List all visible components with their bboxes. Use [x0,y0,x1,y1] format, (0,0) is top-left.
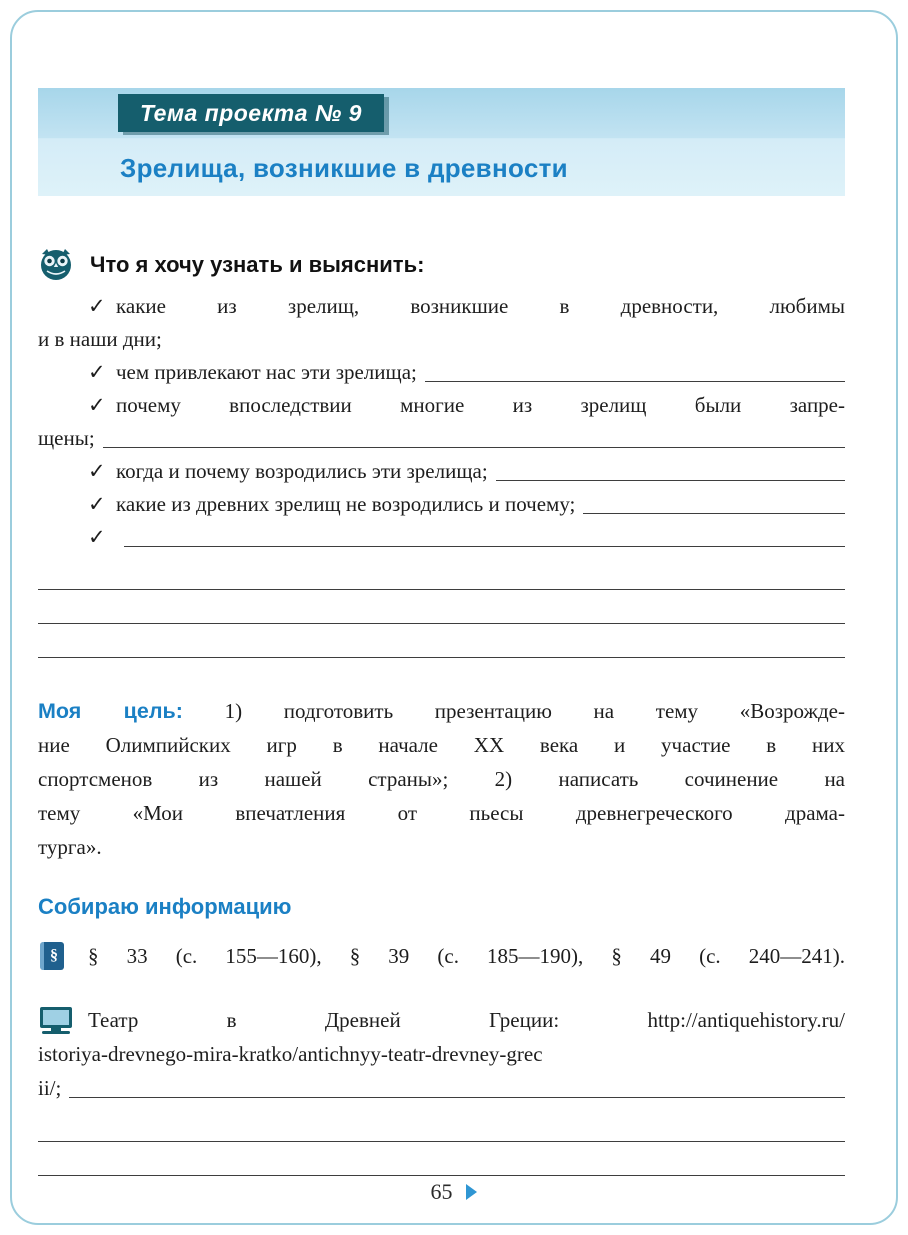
blank-rule [38,1108,845,1142]
blank-rule [38,1142,845,1176]
project-label: Тема проекта № 9 [140,100,362,126]
header-band [38,88,845,196]
blank-rule [38,590,845,624]
list-item: ✓ какие из зрелищ, возникшие в древности, любимы и в наши дни; [38,290,845,356]
next-page-arrow-icon [465,1183,478,1201]
paragraph-book-icon: § [40,942,64,970]
fill-line [95,422,845,455]
fill-line [488,455,845,488]
list-item: ✓ когда и почему возродились эти зрелища; [38,455,845,488]
fill-line [575,488,845,521]
list-item: ✓ какие из древних зрелищ не возродились и почему; [38,488,845,521]
blank-rule [38,556,845,590]
list-item: ✓ почему впоследствии многие из зрелищ были запре- щены; [38,389,845,455]
fill-line [417,356,845,389]
checkmark-icon: ✓ [88,459,106,483]
checkmark-icon: ✓ [88,393,106,417]
page-title: Зрелища, возникшие в древности [120,153,568,183]
goal-label: Моя цель: [38,699,183,723]
collect-heading: Собираю информацию [38,894,292,919]
paragraph-refs: § 33 (с. 155—160), § 39 (с. 185—190), § 49 (с. 240—241). [88,944,845,968]
checkmark-icon: ✓ [88,360,106,384]
blank-rule [38,624,845,658]
computer-icon [38,1006,74,1036]
list-item: ✓ чем привлекают нас эти зрелища; [38,356,845,389]
want-heading-row [38,248,845,282]
fill-line [61,1071,845,1105]
page-footer [0,1179,908,1205]
checkmark-icon: ✓ [88,294,106,318]
owl-icon [38,248,74,282]
blank-rules-block [38,1108,845,1176]
list-item [38,521,845,554]
project-label-box [118,94,384,132]
page-number: 65 [430,1179,453,1204]
want-heading: Что я хочу узнать и выяснить: [90,252,425,277]
blank-rules-block [38,556,845,658]
checklist [38,290,845,554]
paragraph-refs-row [38,940,845,973]
checkmark-icon: ✓ [88,525,106,549]
goal-paragraph: Моя цель: 1) подготовить презентацию на тему «Возрожде- ние Олимпийских игр в начале XX века и участие в них спортсменов из нашей страны»; 2) написать сочинение на тему «Мои впечатления от пьесы древнегреческого драма- турга». [38,699,845,859]
fill-line [116,521,845,554]
checkmark-icon: ✓ [88,492,106,516]
web-resource-paragraph: Театр в Древней Греции: http://antiquehistory.ru/ istoriya-drevnego-mira-kratko/antichnyy-teatr-drevney-grec ii/; [38,1003,845,1105]
